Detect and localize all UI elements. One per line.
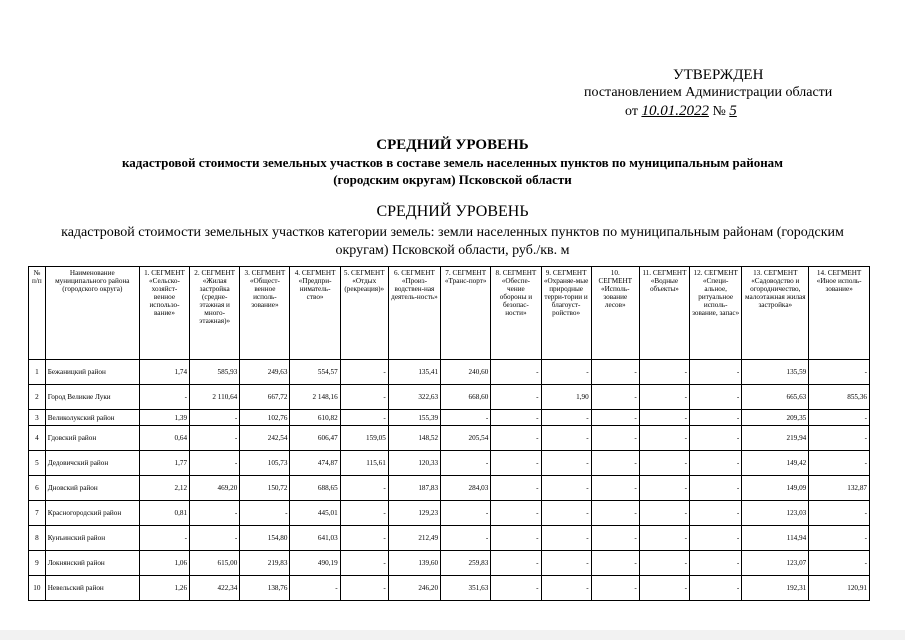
value-cell: -: [491, 501, 541, 526]
table-row: [29, 426, 870, 451]
value-cell: 155,39: [388, 410, 440, 426]
value-cell: -: [190, 410, 240, 426]
value-cell: -: [491, 385, 541, 410]
value-cell: -: [639, 410, 689, 426]
value-cell: 105,73: [240, 451, 290, 476]
district-name: Дедовичский район: [45, 451, 139, 476]
value-cell: -: [639, 551, 689, 576]
value-cell: 351,63: [441, 576, 491, 601]
value-cell: 123,07: [742, 551, 809, 576]
value-cell: -: [139, 526, 189, 551]
value-cell: -: [591, 551, 639, 576]
value-cell: 135,59: [742, 360, 809, 385]
table-header-row: [29, 267, 870, 360]
value-cell: -: [639, 501, 689, 526]
value-cell: -: [541, 476, 591, 501]
approval-date: 10.01.2022: [641, 103, 709, 119]
value-cell: -: [639, 526, 689, 551]
column-header: Наименование муниципального района (городского округа): [45, 267, 139, 360]
value-cell: 1,74: [139, 360, 189, 385]
column-header: 4. СЕГМЕНТ «Предпри-ниматель-ство»: [290, 267, 340, 360]
value-cell: -: [340, 360, 388, 385]
column-header: 11. СЕГМЕНТ «Водные объекты»: [639, 267, 689, 360]
value-cell: -: [340, 476, 388, 501]
value-cell: -: [809, 426, 870, 451]
column-header: 9. СЕГМЕНТ «Охраняе-мые природные терри-тории и благоуст-ройство»: [541, 267, 591, 360]
table-row: [29, 576, 870, 601]
value-cell: -: [541, 426, 591, 451]
value-cell: -: [591, 410, 639, 426]
title-bold-2: кадастровой стоимости земельных участков в составе земель населенных пунктов по муниципальным районам (городским округам) Псковской области: [121, 155, 784, 187]
value-cell: -: [491, 576, 541, 601]
value-cell: -: [190, 426, 240, 451]
value-cell: -: [809, 451, 870, 476]
value-cell: -: [290, 576, 340, 601]
column-header: 8. СЕГМЕНТ «Обеспе-чение обороны и безопас-ности»: [491, 267, 541, 360]
district-name: Невельский район: [45, 576, 139, 601]
value-cell: 610,82: [290, 410, 340, 426]
value-cell: 148,52: [388, 426, 440, 451]
value-cell: -: [190, 501, 240, 526]
value-cell: 154,80: [240, 526, 290, 551]
value-cell: 242,54: [240, 426, 290, 451]
district-name: Гдовский район: [45, 426, 139, 451]
value-cell: 129,23: [388, 501, 440, 526]
value-cell: 641,03: [290, 526, 340, 551]
value-cell: 422,34: [190, 576, 240, 601]
value-cell: 615,00: [190, 551, 240, 576]
district-name: Город Великие Луки: [45, 385, 139, 410]
table-row: [29, 410, 870, 426]
table-row: [29, 526, 870, 551]
table-row: [29, 501, 870, 526]
value-cell: -: [491, 426, 541, 451]
value-cell: 123,03: [742, 501, 809, 526]
column-header: 6. СЕГМЕНТ «Произ-водствен-ная деятель-ность»: [388, 267, 440, 360]
value-cell: -: [639, 426, 689, 451]
value-cell: -: [690, 551, 742, 576]
value-cell: -: [139, 385, 189, 410]
value-cell: 102,76: [240, 410, 290, 426]
approval-block: [560, 66, 860, 121]
value-cell: 159,05: [340, 426, 388, 451]
value-cell: 187,83: [388, 476, 440, 501]
value-cell: -: [340, 551, 388, 576]
value-cell: -: [491, 526, 541, 551]
column-header: 14. СЕГМЕНТ «Иное исполь-зование»: [809, 267, 870, 360]
value-cell: -: [190, 451, 240, 476]
value-cell: 249,63: [240, 360, 290, 385]
value-cell: 667,72: [240, 385, 290, 410]
value-cell: -: [591, 451, 639, 476]
value-cell: 240,60: [441, 360, 491, 385]
value-cell: 284,03: [441, 476, 491, 501]
value-cell: -: [690, 576, 742, 601]
value-cell: 219,83: [240, 551, 290, 576]
value-cell: 1,39: [139, 410, 189, 426]
column-header: 2. СЕГМЕНТ «Жилая застройка (средне-этажная и много-этажная)»: [190, 267, 240, 360]
value-cell: 1,90: [541, 385, 591, 410]
value-cell: 688,65: [290, 476, 340, 501]
table-row: [29, 385, 870, 410]
value-cell: -: [491, 551, 541, 576]
value-cell: 1,06: [139, 551, 189, 576]
approval-heading: УТВЕРЖДЕН: [673, 67, 764, 83]
table-row: [29, 551, 870, 576]
value-cell: -: [639, 360, 689, 385]
value-cell: -: [591, 385, 639, 410]
value-cell: 135,41: [388, 360, 440, 385]
column-header: 1. СЕГМЕНТ «Сельско-хозяйст-венное использо-вание»: [139, 267, 189, 360]
value-cell: -: [541, 526, 591, 551]
title-plain-1: СРЕДНИЙ УРОВЕНЬ: [376, 203, 529, 220]
value-cell: 665,63: [742, 385, 809, 410]
district-name: Великолукский район: [45, 410, 139, 426]
row-number: 5: [29, 451, 46, 476]
value-cell: 2 148,16: [290, 385, 340, 410]
value-cell: 209,35: [742, 410, 809, 426]
value-cell: -: [639, 385, 689, 410]
value-cell: 554,57: [290, 360, 340, 385]
value-cell: -: [491, 410, 541, 426]
district-name: Дновский район: [45, 476, 139, 501]
column-header: 12. СЕГМЕНТ «Специ-альное, ритуальное исполь-зование, запас»: [690, 267, 742, 360]
value-cell: -: [441, 451, 491, 476]
value-cell: -: [190, 526, 240, 551]
value-cell: 115,61: [340, 451, 388, 476]
value-cell: -: [541, 576, 591, 601]
value-cell: -: [690, 476, 742, 501]
value-cell: -: [340, 385, 388, 410]
value-cell: -: [491, 476, 541, 501]
value-cell: -: [690, 501, 742, 526]
value-cell: -: [441, 501, 491, 526]
column-header: 7. СЕГМЕНТ «Транс-порт»: [441, 267, 491, 360]
value-cell: -: [340, 501, 388, 526]
row-number: 3: [29, 410, 46, 426]
value-cell: -: [541, 451, 591, 476]
approval-number: 5: [729, 103, 737, 119]
value-cell: -: [690, 426, 742, 451]
value-cell: -: [639, 451, 689, 476]
value-cell: -: [240, 501, 290, 526]
value-cell: 0,81: [139, 501, 189, 526]
value-cell: -: [491, 360, 541, 385]
row-number: 1: [29, 360, 46, 385]
value-cell: -: [809, 501, 870, 526]
district-name: Бежаницкий район: [45, 360, 139, 385]
value-cell: 474,87: [290, 451, 340, 476]
value-cell: -: [690, 410, 742, 426]
value-cell: 585,93: [190, 360, 240, 385]
value-cell: 205,54: [441, 426, 491, 451]
value-cell: 120,33: [388, 451, 440, 476]
row-number: 4: [29, 426, 46, 451]
table-row: [29, 451, 870, 476]
table-row: [29, 476, 870, 501]
value-cell: 150,72: [240, 476, 290, 501]
value-cell: 114,94: [742, 526, 809, 551]
row-number: 10: [29, 576, 46, 601]
row-number: 9: [29, 551, 46, 576]
value-cell: -: [690, 526, 742, 551]
value-cell: -: [541, 410, 591, 426]
value-cell: 1,77: [139, 451, 189, 476]
value-cell: -: [340, 410, 388, 426]
value-cell: 606,47: [290, 426, 340, 451]
value-cell: 192,31: [742, 576, 809, 601]
column-header: № п/п: [29, 267, 46, 360]
value-cell: -: [809, 410, 870, 426]
value-cell: 469,20: [190, 476, 240, 501]
value-cell: 445,01: [290, 501, 340, 526]
column-header: 3. СЕГМЕНТ «Общест-венное исполь-зование»: [240, 267, 290, 360]
value-cell: 0,64: [139, 426, 189, 451]
value-cell: -: [441, 410, 491, 426]
row-number: 6: [29, 476, 46, 501]
title-plain-2: кадастровой стоимости земельных участков категории земель: земли населенных пунктов по муниципальным районам (городским округам) Псковской области, руб./кв. м: [61, 225, 844, 258]
value-cell: -: [690, 360, 742, 385]
table-row: [29, 360, 870, 385]
value-cell: 322,63: [388, 385, 440, 410]
value-cell: -: [340, 576, 388, 601]
district-name: Локнянский район: [45, 551, 139, 576]
column-header: 10. СЕГМЕНТ «Исполь-зование лесов»: [591, 267, 639, 360]
approval-date-number: [560, 102, 860, 121]
row-number: 8: [29, 526, 46, 551]
value-cell: 138,76: [240, 576, 290, 601]
value-cell: -: [591, 526, 639, 551]
value-cell: 149,09: [742, 476, 809, 501]
column-header: 5. СЕГМЕНТ «Отдых (рекреация)»: [340, 267, 388, 360]
value-cell: -: [591, 426, 639, 451]
value-cell: 855,36: [809, 385, 870, 410]
value-cell: -: [690, 451, 742, 476]
value-cell: -: [809, 360, 870, 385]
value-cell: 2,12: [139, 476, 189, 501]
value-cell: 149,42: [742, 451, 809, 476]
value-cell: -: [639, 576, 689, 601]
district-name: Красногородский район: [45, 501, 139, 526]
value-cell: -: [541, 360, 591, 385]
value-cell: -: [591, 476, 639, 501]
value-cell: 139,60: [388, 551, 440, 576]
row-number: 2: [29, 385, 46, 410]
value-cell: 668,60: [441, 385, 491, 410]
value-cell: -: [541, 551, 591, 576]
value-cell: 132,87: [809, 476, 870, 501]
value-cell: -: [491, 451, 541, 476]
value-cell: -: [809, 526, 870, 551]
value-cell: 246,20: [388, 576, 440, 601]
value-cell: -: [441, 526, 491, 551]
scan-edge: [0, 630, 905, 640]
cadastral-value-table: [28, 266, 870, 601]
row-number: 7: [29, 501, 46, 526]
value-cell: 2 110,64: [190, 385, 240, 410]
value-cell: 490,19: [290, 551, 340, 576]
value-cell: 1,26: [139, 576, 189, 601]
date-prefix: от: [625, 104, 638, 119]
value-cell: -: [591, 576, 639, 601]
value-cell: -: [591, 360, 639, 385]
approval-resolution: постановлением Администрации области: [584, 85, 833, 100]
value-cell: 219,94: [742, 426, 809, 451]
number-sign: №: [712, 104, 726, 119]
value-cell: -: [340, 526, 388, 551]
title-bold-1: СРЕДНИЙ УРОВЕНЬ: [376, 137, 529, 153]
value-cell: 259,83: [441, 551, 491, 576]
value-cell: 212,49: [388, 526, 440, 551]
value-cell: -: [541, 501, 591, 526]
value-cell: -: [809, 551, 870, 576]
value-cell: -: [591, 501, 639, 526]
value-cell: -: [690, 385, 742, 410]
value-cell: -: [639, 476, 689, 501]
value-cell: 120,91: [809, 576, 870, 601]
column-header: 13. СЕГМЕНТ «Садоводство и огородничество, малоэтажная жилая застройка»: [742, 267, 809, 360]
district-name: Кунъинский район: [45, 526, 139, 551]
